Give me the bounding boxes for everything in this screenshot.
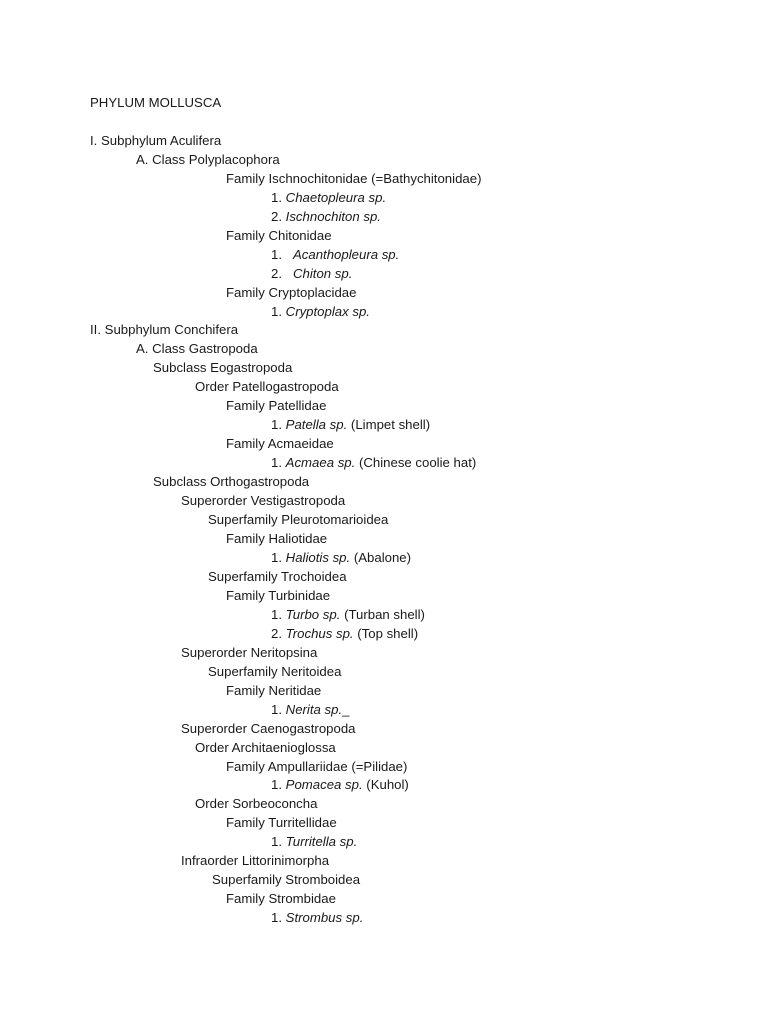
line-text: (Turban shell) xyxy=(340,607,425,622)
line-text: (Kuhol) xyxy=(362,777,409,792)
outline-line xyxy=(226,891,336,907)
outline-line xyxy=(153,474,309,490)
line-text: 1. xyxy=(271,702,286,717)
outline-line xyxy=(226,588,330,604)
outline-line xyxy=(226,398,326,414)
line-text: Family Ampullariidae (=Pilidae) xyxy=(226,759,408,774)
outline-line xyxy=(226,285,356,301)
scientific-name: Cryptoplax sp. xyxy=(285,304,370,319)
scientific-name: Acmaea sp. xyxy=(285,455,356,470)
outline-line xyxy=(90,133,221,149)
outline-line xyxy=(226,759,407,775)
line-text: Family Neritidae xyxy=(226,683,322,698)
outline-line xyxy=(271,417,430,433)
scientific-name: Haliotis sp. xyxy=(285,550,351,565)
line-text: Subclass Orthogastropoda xyxy=(153,474,310,489)
scientific-name: Patella sp. xyxy=(285,417,348,432)
line-text: Superorder Vestigastropoda xyxy=(181,493,346,508)
outline-line xyxy=(271,702,349,718)
outline-line xyxy=(226,531,327,547)
outline-line xyxy=(271,550,411,566)
line-text: 1. xyxy=(271,607,286,622)
line-text: 1. xyxy=(271,417,286,432)
outline-line xyxy=(181,645,317,661)
outline-line xyxy=(153,360,292,376)
outline-line xyxy=(226,171,481,187)
line-text: 1. xyxy=(271,834,286,849)
line-text: A. Class Polyplacophora xyxy=(136,152,280,167)
outline-line xyxy=(271,190,386,206)
outline-line xyxy=(226,436,334,452)
line-text: 2. xyxy=(271,626,286,641)
outline-line xyxy=(271,247,399,263)
line-text: Family Chitonidae xyxy=(226,228,332,243)
outline-line xyxy=(208,569,347,585)
line-text: Family Turbinidae xyxy=(226,588,331,603)
outline-line xyxy=(271,910,363,926)
outline-line xyxy=(271,607,425,623)
outline-line xyxy=(136,152,280,168)
line-text: Family Patellidae xyxy=(226,398,327,413)
line-text: Superfamily Trochoidea xyxy=(208,569,347,584)
line-text: Family Strombidae xyxy=(226,891,336,906)
line-text: Superorder Neritopsina xyxy=(181,645,318,660)
scientific-name: Trochus sp. xyxy=(285,626,354,641)
line-text: (Chinese coolie hat) xyxy=(355,455,477,470)
line-text: 2. xyxy=(271,266,293,281)
line-text: II. Subphylum Conchifera xyxy=(90,322,239,337)
outline-line xyxy=(271,777,409,793)
outline-line xyxy=(226,683,321,699)
line-text: Order Sorbeoconcha xyxy=(195,796,318,811)
outline-line xyxy=(212,872,360,888)
line-text: Family Cryptoplacidae xyxy=(226,285,357,300)
outline-line xyxy=(271,209,381,225)
outline-line xyxy=(271,626,418,642)
line-text: Subclass Eogastropoda xyxy=(153,360,293,375)
line-text: 1. xyxy=(271,777,286,792)
scientific-name: Turritella sp. xyxy=(285,834,358,849)
line-text: 1. xyxy=(271,190,286,205)
outline-line xyxy=(271,266,352,282)
outline-line xyxy=(271,455,476,471)
line-text: Infraorder Littorinimorpha xyxy=(181,853,330,868)
line-text: Family Acmaeidae xyxy=(226,436,334,451)
scientific-name: Strombus sp. xyxy=(285,910,364,925)
line-text: _ xyxy=(342,702,350,717)
scientific-name: Pomacea sp. xyxy=(285,777,363,792)
outline-line xyxy=(181,721,356,737)
line-text: Order Patellogastropoda xyxy=(195,379,339,394)
scientific-name: Ischnochiton sp. xyxy=(285,209,381,224)
line-text: 1. xyxy=(271,550,286,565)
line-text: (Abalone) xyxy=(350,550,412,565)
scientific-name: Nerita sp. xyxy=(285,702,343,717)
line-text: Superfamily Pleurotomarioidea xyxy=(208,512,389,527)
outline-line xyxy=(271,834,357,850)
outline-line xyxy=(90,322,238,338)
outline-line xyxy=(195,740,336,756)
outline-line xyxy=(181,493,345,509)
outline-line xyxy=(195,379,339,395)
line-text: Superorder Caenogastropoda xyxy=(181,721,356,736)
outline-line xyxy=(195,796,317,812)
document-title: PHYLUM MOLLUSCA xyxy=(90,95,222,110)
scientific-name: Acanthopleura sp. xyxy=(293,247,400,262)
line-text: (Limpet shell) xyxy=(347,417,431,432)
outline-line xyxy=(208,512,388,528)
line-text: Family Ischnochitonidae (=Bathychitonidae) xyxy=(226,171,482,186)
line-text: I. Subphylum Aculifera xyxy=(90,133,222,148)
outline-line xyxy=(136,341,258,357)
line-text: 1. xyxy=(271,910,286,925)
outline-line xyxy=(226,228,332,244)
line-text: Superfamily Neritoidea xyxy=(208,664,342,679)
scientific-name: Chiton sp. xyxy=(293,266,353,281)
line-text: Order Architaenioglossa xyxy=(195,740,336,755)
outline-line xyxy=(226,815,337,831)
line-text: Superfamily Stromboidea xyxy=(212,872,361,887)
line-text: 1. xyxy=(271,304,286,319)
line-text: Family Turritellidae xyxy=(226,815,337,830)
line-text: Family Haliotidae xyxy=(226,531,328,546)
scientific-name: Turbo sp. xyxy=(285,607,341,622)
scientific-name: Chaetopleura sp. xyxy=(285,190,387,205)
outline-line xyxy=(208,664,341,680)
outline-line xyxy=(181,853,329,869)
line-text: A. Class Gastropoda xyxy=(136,341,258,356)
line-text: (Top shell) xyxy=(353,626,419,641)
line-text: 2. xyxy=(271,209,286,224)
outline-line xyxy=(271,304,370,320)
line-text: 1. xyxy=(271,247,293,262)
line-text: 1. xyxy=(271,455,286,470)
